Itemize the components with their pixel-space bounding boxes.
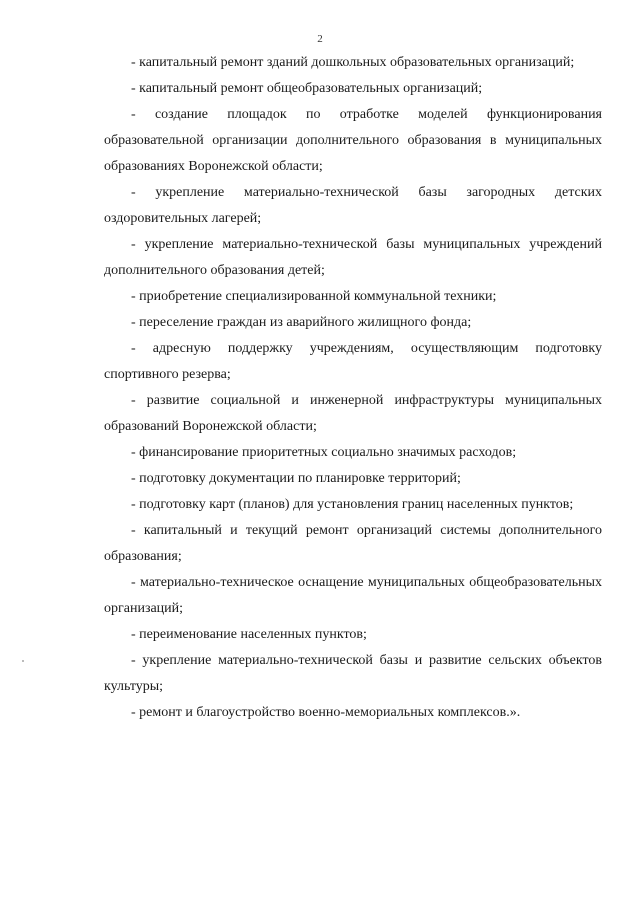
- list-item: - приобретение специализированной коммунальной техники;: [131, 289, 497, 304]
- list-item: - укрепление материально-технической базы загородных детских оздоровительных лагерей;: [104, 185, 602, 226]
- scan-speck: [22, 660, 24, 662]
- list-item: - подготовку карт (планов) для установления границ населенных пунктов;: [131, 497, 574, 512]
- list-item: - укрепление материально-технической базы и развитие сельских объектов культуры;: [104, 653, 602, 694]
- list-item: - капитальный и текущий ремонт организаций системы дополнительного образования;: [104, 523, 602, 564]
- page-number: 2: [317, 33, 323, 45]
- list-item: - создание площадок по отработке моделей функционирования образовательной организации дополнительного образования в муниципальных образованиях Воронежской области;: [104, 107, 602, 174]
- list-item: - развитие социальной и инженерной инфраструктуры муниципальных образований Воронежской области;: [104, 393, 602, 434]
- list-item: - материально-техническое оснащение муниципальных общеобразовательных организаций;: [104, 575, 602, 616]
- list-item: - подготовку документации по планировке территорий;: [131, 471, 461, 486]
- list-body: [104, 50, 602, 726]
- list-item: - переименование населенных пунктов;: [131, 627, 367, 642]
- list-item: - финансирование приоритетных социально значимых расходов;: [131, 445, 517, 460]
- list-item: - переселение граждан из аварийного жилищного фонда;: [131, 315, 472, 330]
- list-item: - укрепление материально-технической базы муниципальных учреждений дополнительного образования детей;: [104, 237, 602, 278]
- list-item: - капитальный ремонт зданий дошкольных образовательных организаций;: [131, 55, 575, 70]
- list-item: - адресную поддержку учреждениям, осуществляющим подготовку спортивного резерва;: [104, 341, 602, 382]
- list-item: - капитальный ремонт общеобразовательных организаций;: [131, 81, 483, 96]
- list-item: - ремонт и благоустройство военно-мемориальных комплексов.».: [131, 705, 521, 720]
